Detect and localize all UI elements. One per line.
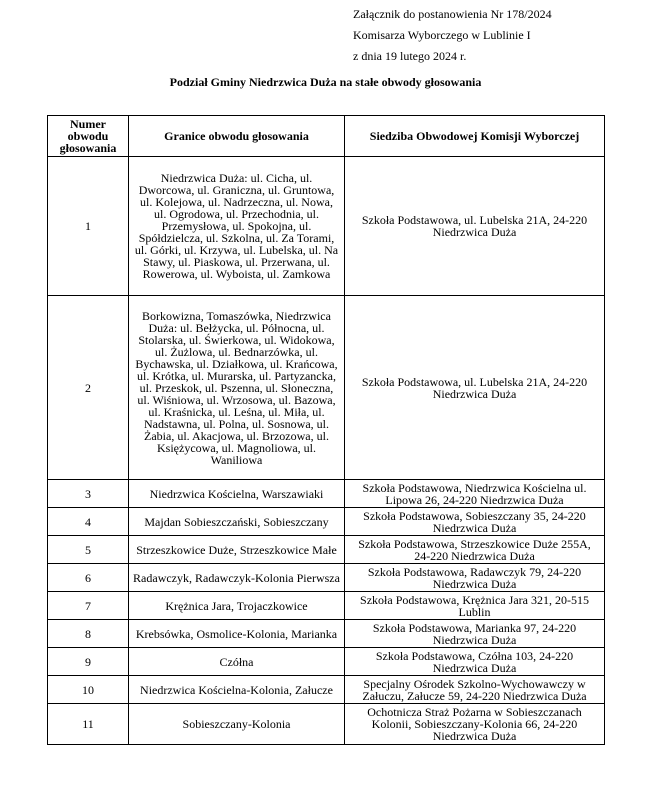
district-boundaries: Radawczyk, Radawczyk-Kolonia Pierwsza [129,564,345,592]
table-row [48,648,605,676]
district-boundaries: Sobieszczany-Kolonia [129,704,345,745]
district-number: 7 [48,592,129,620]
commission-seat: Szkoła Podstawowa, Radawczyk 79, 24-220 Niedrzwica Duża [345,564,605,592]
district-number: 3 [48,480,129,508]
district-number: 10 [48,676,129,704]
commission-seat: Szkoła Podstawowa, Strzeszkowice Duże 255A, 24-220 Niedrzwica Duża [345,536,605,564]
table-row [48,536,605,564]
header-commission-seat: Siedziba Obwodowej Komisji Wyborczej [345,116,605,157]
commission-seat: Szkoła Podstawowa, Niedrzwica Kościelna ul. Lipowa 26, 24-220 Niedrzwica Duża [345,480,605,508]
district-boundaries: Majdan Sobieszczański, Sobieszczany [129,508,345,536]
district-boundaries: Niedrzwica Kościelna, Warszawiaki [129,480,345,508]
annex-line-resolution: Załącznik do postanowienia Nr 178/2024 [353,7,552,21]
commission-seat: Szkoła Podstawowa, Krężnica Jara 321, 20-515 Lublin [345,592,605,620]
commission-seat: Ochotnicza Straż Pożarna w Sobieszczanach Kolonii, Sobieszczany-Kolonia 66, 24-220 Niedrzwica Duża [345,704,605,745]
district-number: 5 [48,536,129,564]
district-boundaries: Krężnica Jara, Trojaczkowice [129,592,345,620]
commission-seat: Szkoła Podstawowa, Sobieszczany 35, 24-220 Niedrzwica Duża [345,508,605,536]
district-boundaries: Borkowizna, Tomaszówka, Niedrzwica Duża: ul. Bełżycka, ul. Północna, ul. Stolarska, ul. Świerkowa, ul. Widokowa, ul. Żużlowa, ul. Bednarzówka, ul. Bychawska, ul. Działkowa, ul. Krańcowa, ul. Krótka, ul. Murarska, ul. Partyzancka, ul. Przeskok, ul. Pszenna, ul. Słoneczna, ul. Wiśniowa, ul. Wrzosowa, ul. Bazowa, ul. Kraśnicka, ul. Leśna, ul. Miła, ul. Nadstawna, ul. Polna, ul. Sosnowa, ul. Żabia, ul. Akacjowa, ul. Brzozowa, ul. Księżycowa, ul. Magnoliowa, ul. Waniliowa [129,296,345,480]
table-row [48,704,605,745]
table-row [48,564,605,592]
commission-seat: Szkoła Podstawowa, ul. Lubelska 21A, 24-220 Niedrzwica Duża [345,157,605,296]
header-boundaries: Granice obwodu głosowania [129,116,345,157]
district-number: 6 [48,564,129,592]
commission-seat: Szkoła Podstawowa, Czółna 103, 24-220 Niedrzwica Duża [345,648,605,676]
annex-line-date: z dnia 19 lutego 2024 r. [353,49,467,63]
table-row [48,620,605,648]
voting-districts-table [47,115,605,745]
table-row [48,676,605,704]
table-row [48,480,605,508]
table-row [48,296,605,480]
annex-line-commissioner: Komisarza Wyborczego w Lublinie I [353,28,531,42]
header-district-number: Numer obwodu głosowania [48,116,129,157]
commission-seat: Szkoła Podstawowa, ul. Lubelska 21A, 24-220 Niedrzwica Duża [345,296,605,480]
district-boundaries: Niedrzwica Kościelna-Kolonia, Załucze [129,676,345,704]
table-header-row [48,116,605,157]
table-row [48,508,605,536]
district-number: 2 [48,296,129,480]
district-boundaries: Czółna [129,648,345,676]
document-title: Podział Gminy Niedrzwica Duża na stałe obwody głosowania [169,75,482,89]
district-boundaries: Strzeszkowice Duże, Strzeszkowice Małe [129,536,345,564]
district-number: 8 [48,620,129,648]
district-number: 4 [48,508,129,536]
commission-seat: Szkoła Podstawowa, Marianka 97, 24-220 Niedrzwica Duża [345,620,605,648]
commission-seat: Specjalny Ośrodek Szkolno-Wychowawczy w Załuczu, Załucze 59, 24-220 Niedrzwica Duża [345,676,605,704]
annex-header [353,4,552,67]
district-number: 11 [48,704,129,745]
district-boundaries: Krebsówka, Osmolice-Kolonia, Marianka [129,620,345,648]
district-number: 9 [48,648,129,676]
table-row [48,157,605,296]
district-number: 1 [48,157,129,296]
table-row [48,592,605,620]
district-boundaries: Niedrzwica Duża: ul. Cicha, ul. Dworcowa, ul. Graniczna, ul. Gruntowa, ul. Kolejowa, ul. Nadrzeczna, ul. Nowa, ul. Ogrodowa, ul. Przechodnia, ul. Przemysłowa, ul. Spokojna, ul. Spółdzielcza, ul. Szkolna, ul. Za Torami, ul. Górki, ul. Krzywa, ul. Lubelska, ul. Na Stawy, ul. Piaskowa, ul. Przerwana, ul. Rowerowa, ul. Wyboista, ul. Zamkowa [129,157,345,296]
